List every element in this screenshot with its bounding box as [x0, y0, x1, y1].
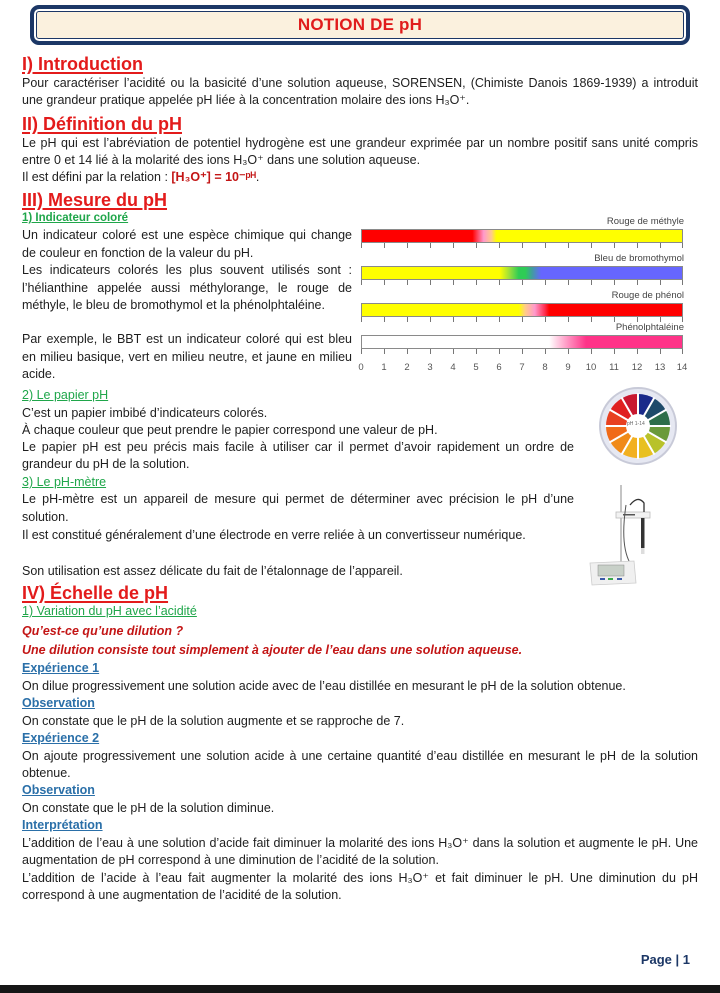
bar-rouge-phenol [361, 303, 683, 317]
subheading-indicateur: 1) Indicateur coloré [22, 212, 129, 224]
ticks-row-1 [361, 243, 683, 248]
heading-echelle: IV) Échelle de pH [22, 583, 169, 603]
observation-1-text: On constate que le pH de la solution augmente et se rapproche de 7. [22, 714, 405, 728]
papier-p3: Le papier pH est peu précis mais facile à utiliser car il permet d’avoir rapidement un ordre de grandeur du pH de la solution. [22, 440, 574, 471]
title-box [30, 5, 690, 45]
ph-meter-image [586, 485, 666, 590]
experience-2-text: On ajoute progressivement une solution acide à une certaine quantité d’eau distillée en mesurant le pH de la solution obtenue. [22, 749, 698, 780]
bar-rouge-methyle [361, 229, 683, 243]
bar-bleu-bromothymol [361, 266, 683, 280]
indicateur-p3: Par exemple, le BBT est un indicateur coloré qui est bleu en milieu basique, vert en milieu neutre, et jaune en milieu acide. [22, 332, 352, 381]
papier-p1: C’est un papier imbibé d’indicateurs colorés. [22, 406, 268, 420]
observation-1-label: Observation [22, 696, 95, 710]
subheading-variation: 1) Variation du pH avec l’acidité [22, 604, 197, 618]
indicator-chart: Rouge de méthyle Bleu de bromothymol Rouge de phénol Phénolphtaléine 0 1 2 3 4 5 6 7 8 9 10 11 12 13 14 [358, 216, 688, 373]
indicateur-p2: Les indicateurs colorés les plus souvent utilisés sont : l’hélianthine appelée aussi méthylorange, le rouge de méthyle, le bleu de bromothymol et la phénolphtaléine. [22, 263, 352, 312]
ph-meter-icon [586, 485, 666, 590]
page-title: NOTION DE pH [297, 15, 423, 34]
page-number: Page | 1 [640, 952, 690, 967]
relation-suffix: . [255, 170, 260, 184]
ticks-row-4 [361, 349, 683, 354]
experience-1-label: Expérience 1 [22, 661, 100, 675]
indicator-label-rouge-methyle: Rouge de méthyle [606, 216, 684, 227]
definition-relation [22, 169, 698, 186]
observation-2-label: Observation [22, 783, 95, 797]
relation-prefix: Il est défini par la relation : [22, 170, 172, 184]
indicator-label-phenolphtaleine: Phénolphtaléine [615, 322, 684, 333]
ph-paper-image [598, 386, 678, 466]
experience-2-label: Expérience 2 [22, 731, 100, 745]
bottom-bar [0, 985, 720, 993]
relation-formula: [H₃O⁺] = 10⁻ᵖᴴ [171, 170, 256, 184]
heading-introduction: I) Introduction [22, 54, 143, 74]
dilution-question: Qu’est-ce qu’une dilution ? [22, 624, 184, 638]
dilution-answer: Une dilution consiste tout simplement à ajouter de l’eau dans une solution aqueuse. [22, 643, 523, 657]
indicator-label-rouge-phenol: Rouge de phénol [611, 290, 684, 301]
subheading-phmetre: 3) Le pH-mètre [22, 475, 107, 489]
indicateur-p1: Un indicateur coloré est une espèce chimique qui change de couleur en fonction de la valeur du pH. [22, 228, 352, 260]
interpretation-p1: L’addition de l’eau à une solution d’acide fait diminuer la molarité des ions H₃O⁺ dans la solution et augmente le pH. Une augmentation de pH correspond à une diminution de l’acidité de la solution. [22, 836, 698, 867]
ph-paper-label: pH 1-14 [627, 421, 645, 427]
observation-2-text: On constate que le pH de la solution diminue. [22, 801, 275, 815]
bar-phenolphtaleine [361, 335, 683, 349]
interpretation-p2: L’addition de l’acide à l’eau fait augmenter la molarité des ions H₃O⁺ et fait diminuer le pH. Une diminution du pH correspond à une augmentation de l’acidité de la solution. [22, 871, 698, 902]
papier-p2: À chaque couleur que peut prendre le papier correspond une valeur de pH. [22, 423, 438, 437]
ticks-row-2 [361, 280, 683, 285]
heading-definition: II) Définition du pH [22, 114, 182, 134]
phmetre-p2: Il est constitué généralement d’une électrode en verre reliée à un convertisseur numérique. [22, 528, 526, 542]
intro-text: Pour caractériser l’acidité ou la basicité d’une solution aqueuse, SORENSEN, (Chimiste Danois 1869-1939) a introduit une grandeur pratique appelée pH liée à la concentration molaire des ions H₃O⁺. [22, 76, 698, 107]
phmetre-p1: Le pH-mètre est un appareil de mesure qui permet de déterminer avec précision le pH d’une solution. [22, 492, 574, 524]
interpretation-label: Interprétation [22, 818, 103, 832]
heading-mesure: III) Mesure du pH [22, 190, 168, 210]
experience-1-text: On dilue progressivement une solution acide avec de l’eau distillée en mesurant le pH de la solution obtenue. [22, 679, 626, 693]
definition-text: Le pH qui est l’abréviation de potentiel hydrogène est une grandeur exprimée par un nombre positif sans unité compris entre 0 et 14 lié à la molarité des ions H₃O⁺ dans une solution aqueuse. [22, 136, 698, 167]
indicator-label-bbt: Bleu de bromothymol [594, 253, 684, 264]
phmetre-p3: Son utilisation est assez délicate du fait de l’étalonnage de l’appareil. [22, 564, 403, 578]
subheading-papier: 2) Le papier pH [22, 388, 109, 402]
